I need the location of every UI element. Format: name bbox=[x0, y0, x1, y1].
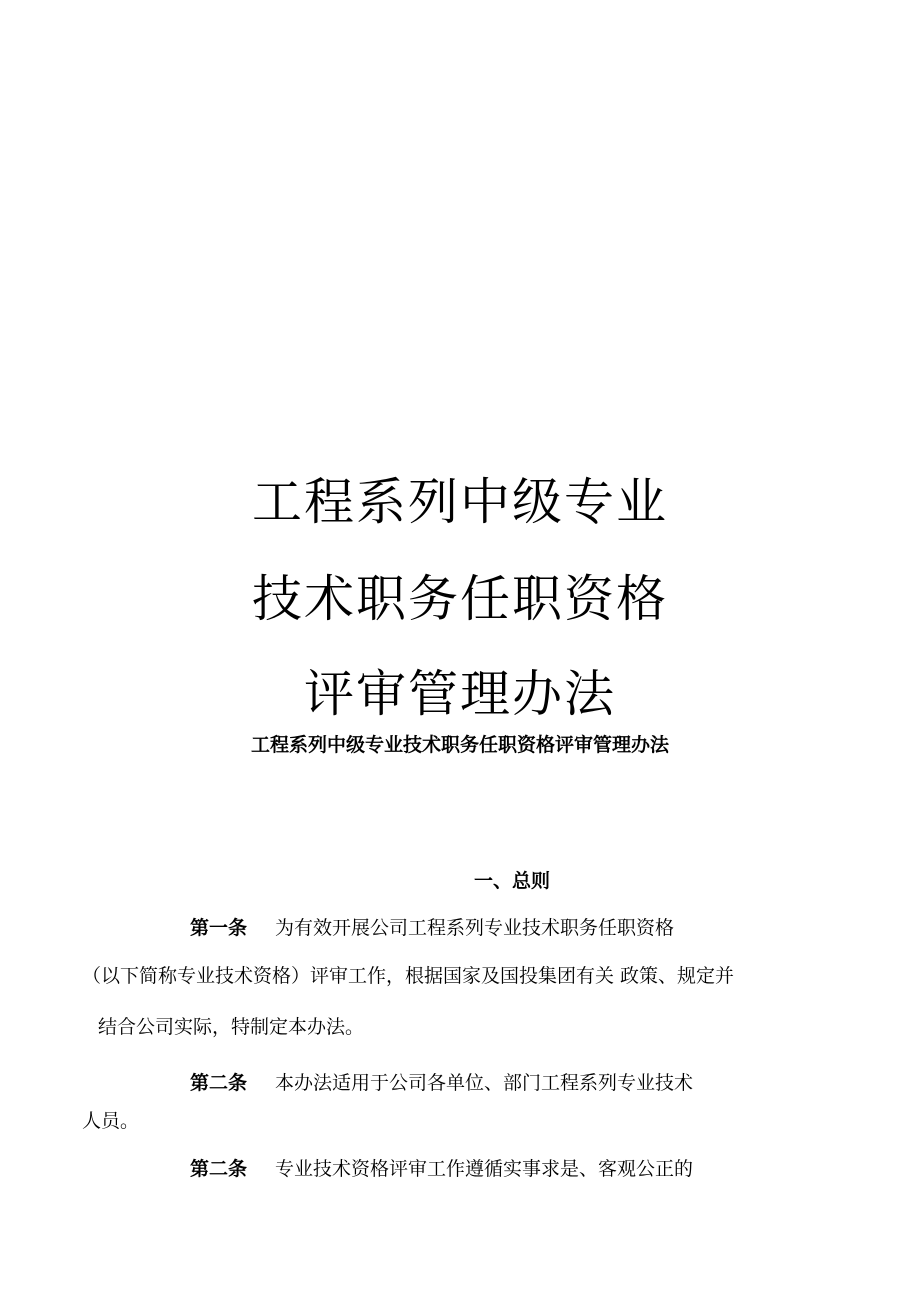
article-1-text-line-1: 为有效开展公司工程系列专业技术职务任职资格 bbox=[275, 917, 675, 939]
article-1-text-line-2: （以下简称专业技术资格）评审工作，根据国家及国投集团有关 政策、规定并 bbox=[82, 965, 735, 987]
article-2-text-line-1: 本办法适用于公司各单位、部门工程系列专业技术 bbox=[275, 1072, 694, 1094]
document-subtitle: 工程系列中级专业技术职务任职资格评审管理办法 bbox=[250, 734, 669, 756]
article-2-label: 第二条 bbox=[190, 1072, 248, 1094]
article-1-text-line-3: 结合公司实际，特制定本办法。 bbox=[98, 1016, 365, 1038]
document-title-line-2: 技术职务任职资格 bbox=[252, 570, 668, 628]
document-title-line-3: 评审管理办法 bbox=[304, 665, 616, 723]
article-3-first-line bbox=[190, 1156, 693, 1182]
article-3-text-line-1: 专业技术资格评审工作遵循实事求是、客观公正的 bbox=[275, 1158, 694, 1180]
document-title-line-1: 工程系列中级专业 bbox=[252, 473, 668, 531]
article-2-text-line-2: 人员。 bbox=[82, 1110, 140, 1132]
article-1-label: 第一条 bbox=[190, 917, 248, 939]
article-2-first-line bbox=[190, 1070, 693, 1096]
article-1-first-line bbox=[190, 915, 674, 941]
section-heading-general-provisions: 一、总则 bbox=[474, 870, 551, 892]
article-3-label: 第二条 bbox=[190, 1158, 248, 1180]
